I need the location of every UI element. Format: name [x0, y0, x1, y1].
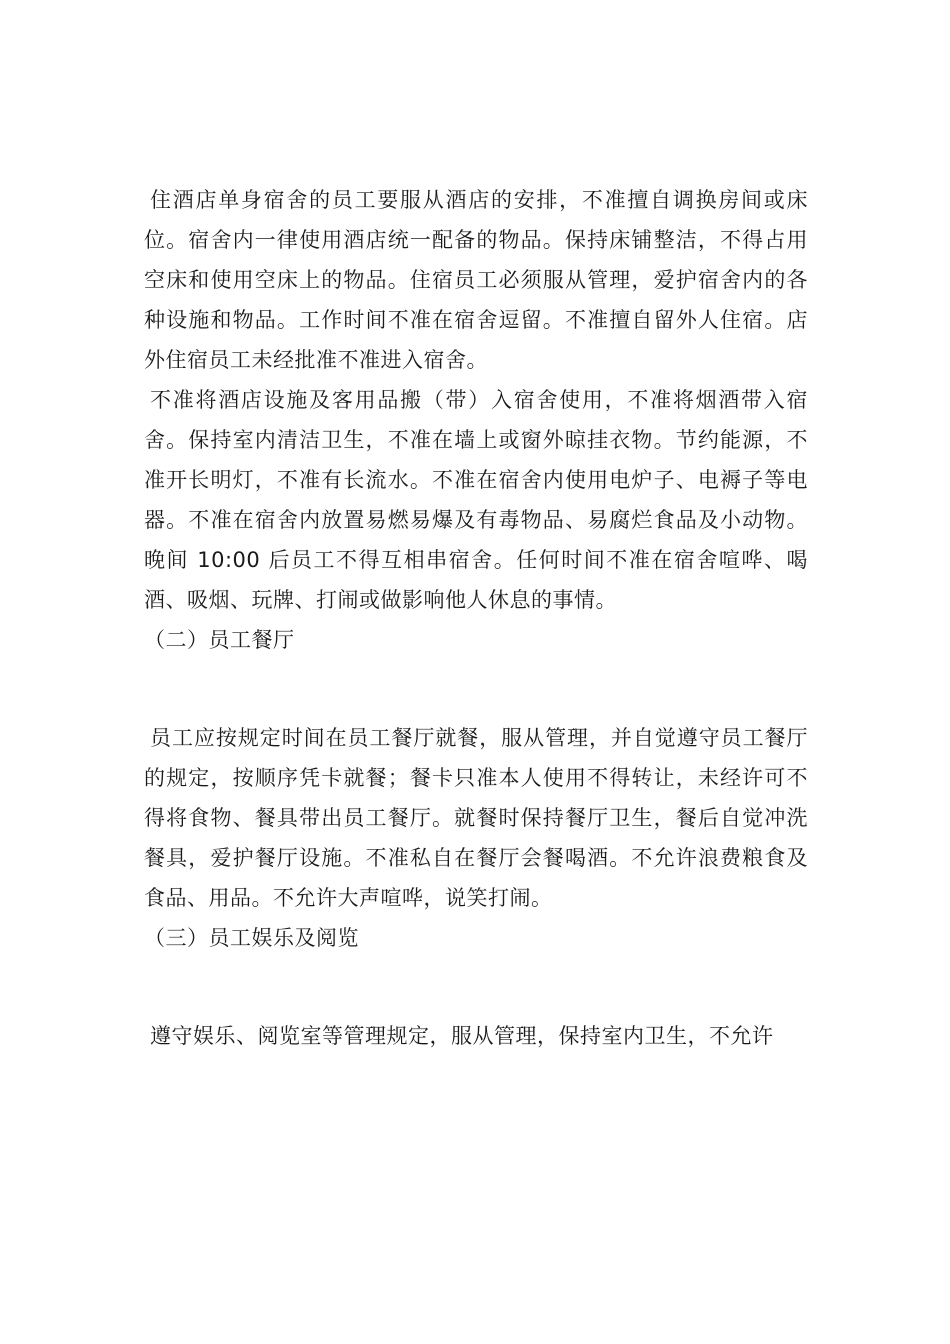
paragraph-dormitory-prohibitions: 不准将酒店设施及客用品搬（带）入宿舍使用，不准将烟酒带入宿舍。保持室内清洁卫生，不准在墙上或窗外晾挂衣物。节约能源，不准开长明灯，不准有长流水。不准在宿舍内使用电炉子、电褥子等电器。不准在宿舍内放置易燃易爆及有毒物品、易腐烂食品及小动物。晚间 10:00 后员工不得互相串宿舍。任何时间不准在宿舍喧哗、喝酒、吸烟、玩牌、打闹或做影响他人休息的事情。 [144, 388, 808, 612]
section-heading-staff-canteen: （二）员工餐厅 [144, 628, 295, 652]
paragraph-canteen-rules: 员工应按规定时间在员工餐厅就餐，服从管理，并自觉遵守员工餐厅的规定，按顺序凭卡就餐；餐卡只准本人使用不得转让，未经许可不得将食物、餐具带出员工餐厅。就餐时保持餐厅卫生，餐后自觉冲洗餐具，爱护餐厅设施。不准私自在餐厅会餐喝酒。不允许浪费粮食及食品、用品。不允许大声喧哗，说笑打闹。 [144, 726, 808, 910]
paragraph-dormitory-rules: 住酒店单身宿舍的员工要服从酒店的安排，不准擅自调换房间或床位。宿舍内一律使用酒店统一配备的物品。保持床铺整洁，不得占用空床和使用空床上的物品。住宿员工必须服从管理，爱护宿舍内的各种设施和物品。工作时间不准在宿舍逗留。不准擅自留外人住宿。店外住宿员工未经批准不准进入宿舍。 [144, 188, 808, 372]
section-heading-staff-recreation: （三）员工娱乐及阅览 [144, 926, 359, 950]
paragraph-recreation-rules: 遵守娱乐、阅览室等管理规定，服从管理，保持室内卫生，不允许 [150, 1024, 774, 1048]
document-body [144, 180, 808, 1056]
spacer [144, 660, 808, 718]
spacer [144, 958, 808, 1016]
